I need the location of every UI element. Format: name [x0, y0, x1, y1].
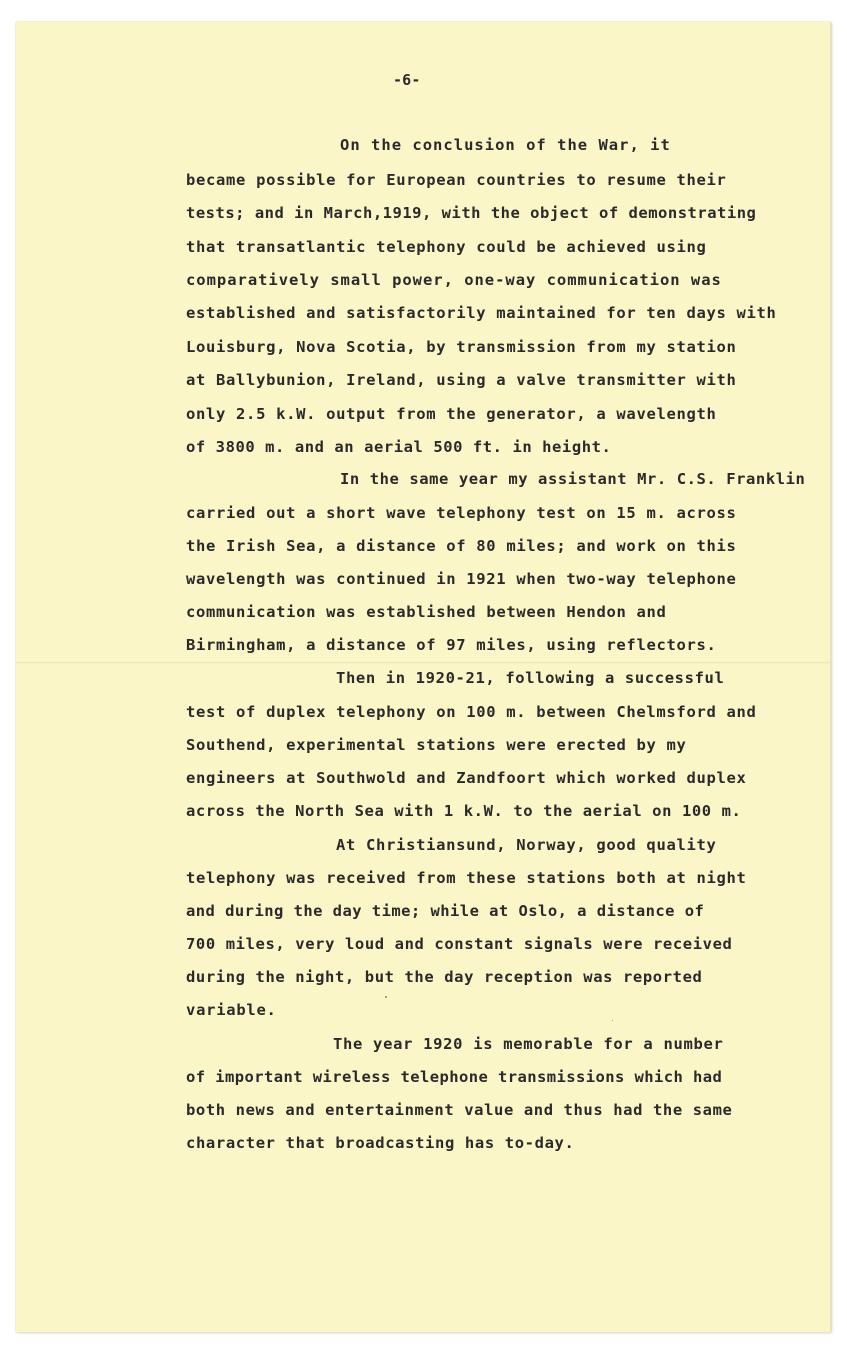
body-line: and during the day time; while at Oslo, a distance of — [186, 902, 705, 920]
body-line: carried out a short wave telephony test on 15 m. across — [186, 504, 737, 522]
body-line: during the night, but the day reception was reported — [186, 968, 703, 986]
body-line: engineers at Southwold and Zandfoort which worked duplex — [186, 769, 747, 787]
body-line: of important wireless telephone transmissions which had — [186, 1068, 723, 1086]
body-line: established and satisfactorily maintained for ten days with — [186, 304, 777, 322]
body-line: 700 miles, very loud and constant signals were received — [186, 935, 733, 953]
body-line: variable. — [186, 1001, 277, 1019]
paper-fold-line — [16, 662, 830, 664]
body-line: across the North Sea with 1 k.W. to the aerial on 100 m. — [186, 802, 742, 820]
body-line: Birmingham, a distance of 97 miles, using reflectors. — [186, 636, 717, 654]
body-line: Then in 1920-21, following a successful — [336, 669, 725, 687]
body-line: Southend, experimental stations were erected by my — [186, 736, 687, 754]
page-number: -6- — [393, 71, 421, 89]
body-line: only 2.5 k.W. output from the generator, a wavelength — [186, 405, 717, 423]
body-line: both news and entertainment value and thus had the same — [186, 1101, 733, 1119]
body-line: The year 1920 is memorable for a number — [333, 1035, 724, 1053]
body-line: Louisburg, Nova Scotia, by transmission from my station — [186, 338, 737, 356]
body-line: tests; and in March,1919, with the object of demonstrating — [186, 204, 757, 222]
body-line: character that broadcasting has to-day. — [186, 1134, 575, 1152]
paper-speck — [385, 996, 387, 998]
body-line: test of duplex telephony on 100 m. between Chelmsford and — [186, 703, 757, 721]
body-line: at Ballybunion, Ireland, using a valve transmitter with — [186, 371, 737, 389]
body-line: In the same year my assistant Mr. C.S. Franklin — [340, 470, 806, 488]
body-line: the Irish Sea, a distance of 80 miles; and work on this — [186, 537, 737, 555]
body-line: On the conclusion of the War, it — [340, 136, 671, 154]
body-line: telephony was received from these stations both at night — [186, 869, 747, 887]
body-line: that transatlantic telephony could be achieved using — [186, 238, 707, 256]
body-line: At Christiansund, Norway, good quality — [336, 836, 717, 854]
body-line: became possible for European countries to resume their — [186, 171, 727, 189]
paper-speck — [612, 1020, 613, 1021]
body-line: of 3800 m. and an aerial 500 ft. in height. — [186, 438, 612, 456]
body-line: comparatively small power, one-way communication was — [186, 271, 722, 289]
body-line: communication was established between Hendon and — [186, 603, 667, 621]
body-line: wavelength was continued in 1921 when two-way telephone — [186, 570, 737, 588]
